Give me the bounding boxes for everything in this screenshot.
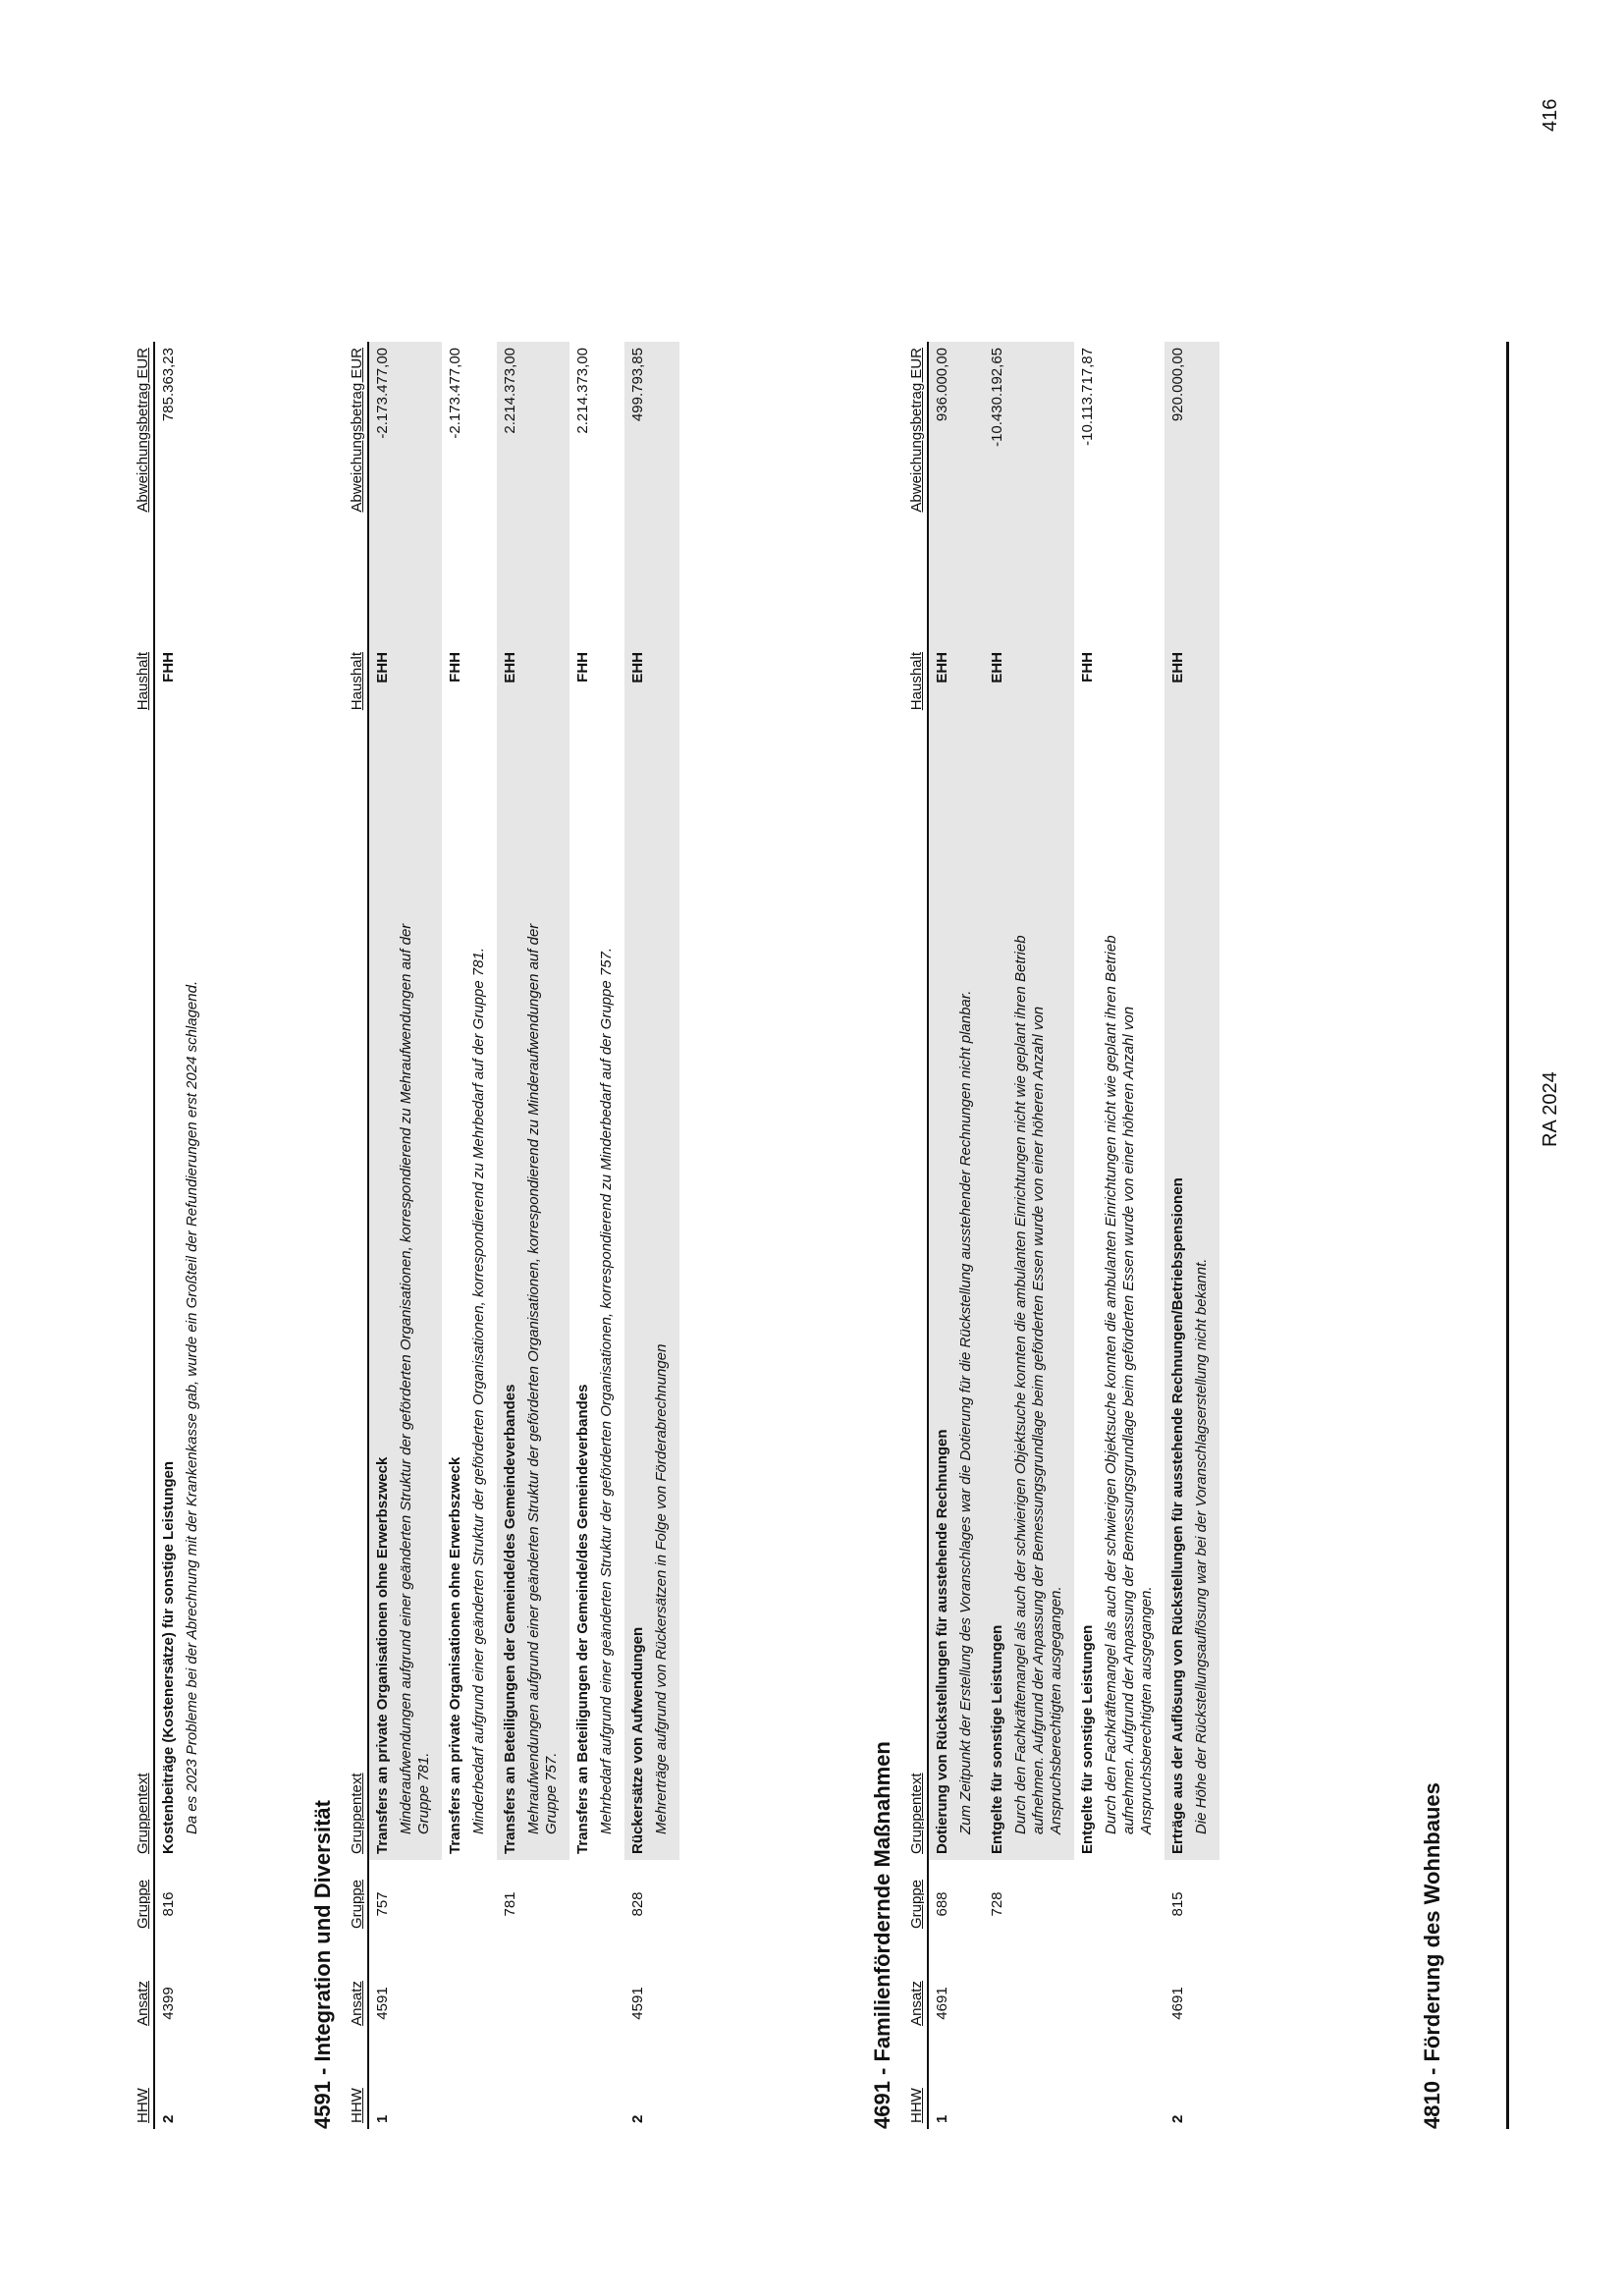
header-hhw: HHW bbox=[342, 2058, 368, 2129]
cell-haushalt: FHH bbox=[1079, 652, 1096, 683]
budget-table bbox=[128, 342, 210, 2129]
group-note: Die Höhe der Rückstellungsauflösung war bei der Voranschlagserstellung nicht bekannt. bbox=[1193, 1258, 1210, 1834]
table-row bbox=[497, 342, 569, 2129]
header-gruppentext: Gruppentext bbox=[128, 872, 154, 1860]
group-title: Transfers an Beteiligungen der Gemeinde/des Gemeindeverbandes bbox=[574, 1384, 591, 1854]
cell-ansatz bbox=[984, 1948, 1074, 2058]
cell-abweichung: -2.173.477,00 bbox=[447, 348, 463, 439]
cell-gruppentext bbox=[497, 872, 569, 1860]
cell-gruppentext bbox=[624, 872, 679, 1860]
cell-abweichung: 2.214.373,00 bbox=[574, 348, 591, 434]
header-ansatz: Ansatz bbox=[128, 1948, 154, 2058]
section-title: 4591 - Integration und Diversität bbox=[310, 1800, 335, 2129]
page-number: 416 bbox=[1540, 98, 1561, 132]
group-note: Zum Zeitpunkt der Erstellung des Voranschlages war die Dotierung für die Rückstellung ausstehender Rechnungen nicht planbar. bbox=[957, 990, 974, 1834]
cell-hhw: 1 bbox=[934, 2114, 950, 2123]
cell-gruppe bbox=[442, 1860, 497, 1948]
cell-abweichung: -10.430.192,65 bbox=[984, 342, 1074, 646]
cell-gruppe: 757 bbox=[374, 1891, 391, 1917]
cell-ansatz: 4591 bbox=[374, 1987, 391, 2020]
cell-haushalt: EHH bbox=[497, 646, 569, 872]
section-title: 4810 - Förderung des Wohnbaues bbox=[1420, 1782, 1444, 2129]
header-hhw: HHW bbox=[901, 2058, 928, 2129]
header-gruppe: Gruppe bbox=[901, 1860, 928, 1948]
group-note: Mehrerträge aufgrund von Rückersätzen in Folge von Förderabrechnungen bbox=[653, 1343, 670, 1834]
cell-gruppe: 815 bbox=[1169, 1891, 1186, 1917]
cell-abweichung: 499.793,85 bbox=[624, 342, 679, 646]
header-gruppe: Gruppe bbox=[342, 1860, 368, 1948]
cell-abweichung: -10.113.717,87 bbox=[1079, 348, 1096, 446]
header-hhw: HHW bbox=[128, 2058, 154, 2129]
table-header-row bbox=[128, 342, 154, 2129]
cell-gruppentext bbox=[928, 872, 984, 1860]
group-title: Entgelte für sonstige Leistungen bbox=[989, 1624, 1005, 1854]
group-note: Minderaufwendungen aufgrund einer geänderten Struktur der geförderten Organisationen, korrespondierend zu Mehraufwendungen auf der Gruppe 781. bbox=[398, 923, 432, 1834]
cell-hhw bbox=[1074, 2058, 1164, 2129]
cell-ansatz: 4591 bbox=[629, 1987, 646, 2020]
group-title: Erträge aus der Auflösung von Rückstellungen für ausstehende Rechnungen/Betriebspensionen bbox=[1169, 1177, 1186, 1854]
footer-report-label: RA 2024 bbox=[1540, 1071, 1561, 1147]
group-title: Transfers an Beteiligungen der Gemeinde/des Gemeindeverbandes bbox=[502, 1384, 518, 1854]
table-row bbox=[442, 342, 497, 2129]
cell-haushalt: EHH bbox=[1164, 646, 1219, 872]
cell-gruppe: 728 bbox=[989, 1891, 1005, 1917]
header-gruppe: Gruppe bbox=[128, 1860, 154, 1948]
header-ansatz: Ansatz bbox=[901, 1948, 928, 2058]
cell-ansatz bbox=[442, 1948, 497, 2058]
cell-gruppe: 688 bbox=[934, 1891, 950, 1917]
cell-haushalt: FHH bbox=[574, 652, 591, 683]
header-ansatz: Ansatz bbox=[342, 1948, 368, 2058]
section-4691 bbox=[870, 342, 1219, 2129]
cell-abweichung: 2.214.373,00 bbox=[497, 342, 569, 646]
cell-gruppentext bbox=[154, 872, 210, 1860]
cell-gruppentext bbox=[1164, 872, 1219, 1860]
header-gruppentext: Gruppentext bbox=[901, 872, 928, 1860]
header-abweichung: Abweichungsbetrag EUR bbox=[342, 342, 368, 646]
cell-haushalt: EHH bbox=[624, 646, 679, 872]
cell-haushalt: EHH bbox=[928, 646, 984, 872]
cell-abweichung: 920.000,00 bbox=[1164, 342, 1219, 646]
cell-hhw bbox=[569, 2058, 624, 2129]
cell-hhw: 2 bbox=[160, 2114, 177, 2123]
header-haushalt: Haushalt bbox=[901, 646, 928, 872]
cell-hhw bbox=[442, 2058, 497, 2129]
group-note: Mehraufwendungen aufgrund einer geänderten Struktur der geförderten Organisationen, korrespondierend zu Minderaufwendungen auf der Gruppe 757. bbox=[525, 923, 560, 1834]
cell-abweichung: -2.173.477,00 bbox=[368, 342, 442, 646]
cell-gruppentext bbox=[442, 872, 497, 1860]
group-title: Dotierung von Rückstellungen für ausstehende Rechnungen bbox=[934, 1429, 950, 1854]
table-row bbox=[1164, 342, 1219, 2129]
cell-gruppentext bbox=[569, 872, 624, 1860]
cell-abweichung: 936.000,00 bbox=[928, 342, 984, 646]
table-row bbox=[624, 342, 679, 2129]
cell-hhw bbox=[497, 2058, 569, 2129]
header-haushalt: Haushalt bbox=[128, 646, 154, 872]
group-title: Rückersätze von Aufwendungen bbox=[629, 1626, 646, 1854]
group-title: Transfers an private Organisationen ohne Erwerbszweck bbox=[447, 1456, 463, 1854]
group-note: Durch den Fachkräftemangel als auch der schwierigen Objektsuche konnten die ambulanten Einrichtungen nicht wie geplant ihren Betrieb aufnehmen. Aufgrund der Anpassung der Bemessungsgrundlage beim geförderten Essen wurde von einer höheren Anzahl von Anspruchsberechtigten ausgegangen. bbox=[1012, 935, 1064, 1834]
group-note: Da es 2023 Probleme bei der Abrechnung mit der Krankenkasse gab, wurde ein Großteil der Refundierungen erst 2024 schlagend. bbox=[184, 980, 200, 1834]
cell-hhw: 2 bbox=[629, 2114, 646, 2123]
cell-ansatz bbox=[497, 1948, 569, 2058]
budget-table bbox=[342, 342, 679, 2129]
cell-gruppentext bbox=[1074, 872, 1164, 1860]
cell-abweichung: 785.363,23 bbox=[160, 348, 177, 422]
cell-ansatz: 4691 bbox=[934, 1987, 950, 2020]
section-title: 4691 - Familienfördernde Maßnahmen bbox=[870, 1741, 894, 2129]
cell-gruppe bbox=[1074, 1860, 1164, 1948]
group-note: Mehrbedarf aufgrund einer geänderten Struktur der geförderten Organisationen, korrespondierend zu Minderbedarf auf der Gruppe 757. bbox=[598, 947, 615, 1834]
group-title: Transfers an private Organisationen ohne Erwerbszweck bbox=[374, 1456, 391, 1854]
section-4810 bbox=[1420, 342, 1451, 2129]
cell-gruppe: 828 bbox=[629, 1891, 646, 1917]
footer-rule bbox=[1506, 342, 1509, 2129]
table-header-row bbox=[342, 342, 368, 2129]
table-row bbox=[368, 342, 442, 2129]
cell-ansatz: 4691 bbox=[1169, 1987, 1186, 2020]
cell-haushalt: FHH bbox=[447, 652, 463, 683]
cell-haushalt: EHH bbox=[368, 646, 442, 872]
table-header-row bbox=[901, 342, 928, 2129]
header-haushalt: Haushalt bbox=[342, 646, 368, 872]
cell-ansatz bbox=[569, 1948, 624, 2058]
header-abweichung: Abweichungsbetrag EUR bbox=[128, 342, 154, 646]
cell-haushalt: FHH bbox=[160, 652, 177, 683]
section-continuation bbox=[128, 342, 210, 2129]
group-note: Minderbedarf aufgrund einer geänderten Struktur der geförderten Organisationen, korrespondierend zu Mehrbedarf auf der Gruppe 781. bbox=[470, 947, 487, 1834]
group-title: Entgelte für sonstige Leistungen bbox=[1079, 1624, 1096, 1854]
table-row bbox=[984, 342, 1074, 2129]
cell-ansatz: 4399 bbox=[160, 1987, 177, 2020]
section-4591 bbox=[310, 342, 679, 2129]
table-row bbox=[154, 342, 210, 2129]
cell-ansatz bbox=[1074, 1948, 1164, 2058]
cell-hhw: 1 bbox=[374, 2114, 391, 2123]
cell-hhw bbox=[984, 2058, 1074, 2129]
cell-hhw: 2 bbox=[1169, 2114, 1186, 2123]
cell-gruppe: 781 bbox=[502, 1891, 518, 1917]
cell-gruppe: 816 bbox=[160, 1891, 177, 1917]
cell-haushalt: EHH bbox=[984, 646, 1074, 872]
budget-table bbox=[901, 342, 1219, 2129]
cell-gruppentext bbox=[984, 872, 1074, 1860]
table-row bbox=[928, 342, 984, 2129]
cell-gruppentext bbox=[368, 872, 442, 1860]
group-title: Kostenbeiträge (Kostenersätze) für sonstige Leistungen bbox=[160, 1460, 177, 1854]
cell-gruppe bbox=[569, 1860, 624, 1948]
header-abweichung: Abweichungsbetrag EUR bbox=[901, 342, 928, 646]
table-row bbox=[569, 342, 624, 2129]
header-gruppentext: Gruppentext bbox=[342, 872, 368, 1860]
group-note: Durch den Fachkräftemangel als auch der schwierigen Objektsuche konnten die ambulanten Einrichtungen nicht wie geplant ihren Betrieb aufnehmen. Aufgrund der Anpassung der Bemessungsgrundlage beim geförderten Essen wurde von einer höheren Anzahl von Anspruchsberechtigten ausgegangen. bbox=[1103, 935, 1155, 1834]
table-row bbox=[1074, 342, 1164, 2129]
